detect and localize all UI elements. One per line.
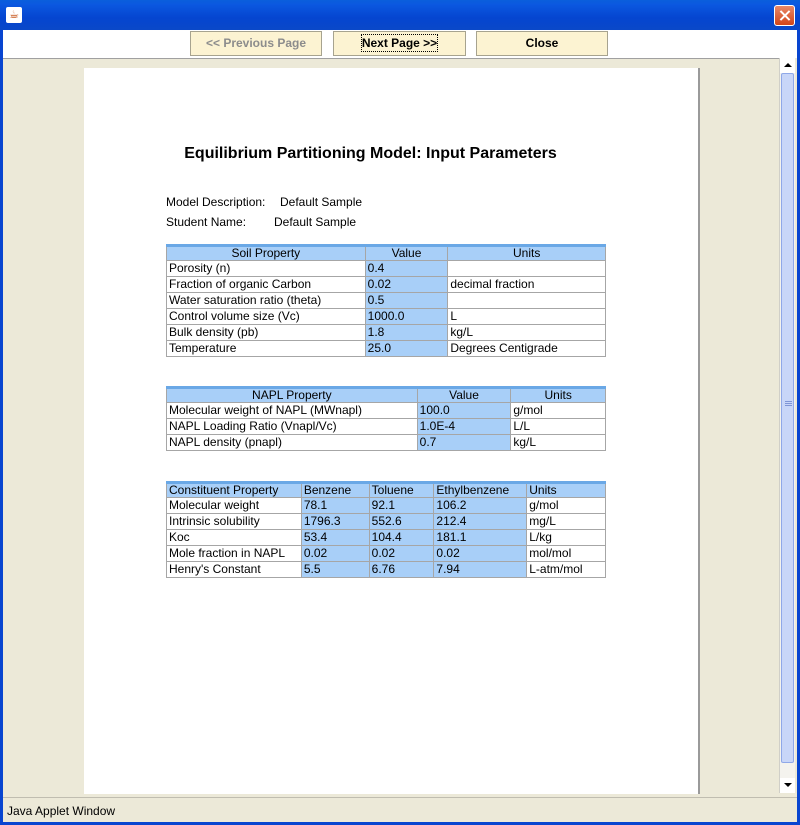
- column-header: Constituent Property: [167, 483, 302, 498]
- property-cell: Temperature: [167, 341, 366, 357]
- property-cell: Control volume size (Vc): [167, 309, 366, 325]
- student-name-label: Student Name:: [166, 215, 247, 229]
- column-header: Soil Property: [167, 246, 366, 261]
- units-cell: g/mol: [527, 498, 606, 514]
- table-row: [167, 562, 606, 578]
- column-header: Units: [448, 246, 606, 261]
- constituent-property-table: [166, 481, 606, 578]
- table-row: [167, 325, 606, 341]
- value-cell: 5.5: [301, 562, 369, 578]
- property-cell: Porosity (n): [167, 261, 366, 277]
- model-description-label: Model Description:: [166, 195, 266, 209]
- units-cell: g/mol: [511, 403, 606, 419]
- units-cell: L-atm/mol: [527, 562, 606, 578]
- units-cell: [448, 261, 606, 277]
- title-bar: [0, 0, 800, 30]
- column-header: Toluene: [369, 483, 434, 498]
- value-cell: 0.5: [365, 293, 448, 309]
- value-cell: 0.4: [365, 261, 448, 277]
- column-header: Units: [511, 388, 606, 403]
- value-cell: 78.1: [301, 498, 369, 514]
- units-cell: L/L: [511, 419, 606, 435]
- status-text: Java Applet Window: [7, 804, 116, 818]
- property-cell: Koc: [167, 530, 302, 546]
- report-page: [84, 68, 700, 794]
- column-header: Units: [527, 483, 606, 498]
- value-cell: 104.4: [369, 530, 434, 546]
- column-header: Value: [417, 388, 511, 403]
- property-cell: Molecular weight of NAPL (MWnapl): [167, 403, 418, 419]
- units-cell: L/kg: [527, 530, 606, 546]
- grip-icon: [785, 401, 792, 407]
- value-cell: 0.7: [417, 435, 511, 451]
- column-header: NAPL Property: [167, 388, 418, 403]
- value-cell: 25.0: [365, 341, 448, 357]
- vertical-scrollbar[interactable]: [779, 58, 795, 793]
- value-cell: 53.4: [301, 530, 369, 546]
- column-header: Benzene: [301, 483, 369, 498]
- value-cell: 552.6: [369, 514, 434, 530]
- next-page-label: Next Page >>: [361, 36, 438, 50]
- previous-page-button[interactable]: << Previous Page: [190, 31, 322, 56]
- page-title: Equilibrium Partitioning Model: Input Parameters: [184, 145, 557, 162]
- value-cell: 0.02: [301, 546, 369, 562]
- table-row: [167, 403, 606, 419]
- model-description-value: Default Sample: [280, 195, 363, 209]
- table-row: [167, 277, 606, 293]
- property-cell: Intrinsic solubility: [167, 514, 302, 530]
- table-row: [167, 261, 606, 277]
- units-cell: kg/L: [448, 325, 606, 341]
- value-cell: 1.8: [365, 325, 448, 341]
- table-row: [167, 530, 606, 546]
- value-cell: 6.76: [369, 562, 434, 578]
- property-cell: NAPL Loading Ratio (Vnapl/Vc): [167, 419, 418, 435]
- navigation-toolbar: [3, 30, 797, 58]
- model-description-row: [166, 195, 362, 209]
- table-row: [167, 309, 606, 325]
- value-cell: 1796.3: [301, 514, 369, 530]
- units-cell: mol/mol: [527, 546, 606, 562]
- value-cell: 1.0E-4: [417, 419, 511, 435]
- value-cell: 212.4: [434, 514, 527, 530]
- soil-property-table: [166, 244, 606, 357]
- value-cell: 106.2: [434, 498, 527, 514]
- property-cell: Henry's Constant: [167, 562, 302, 578]
- property-cell: NAPL density (pnapl): [167, 435, 418, 451]
- column-header: Value: [365, 246, 448, 261]
- value-cell: 0.02: [369, 546, 434, 562]
- table-header-row: [167, 246, 606, 261]
- value-cell: 0.02: [434, 546, 527, 562]
- table-row: [167, 341, 606, 357]
- units-cell: L: [448, 309, 606, 325]
- property-cell: Mole fraction in NAPL: [167, 546, 302, 562]
- table-row: [167, 514, 606, 530]
- property-cell: Bulk density (pb): [167, 325, 366, 341]
- status-bar: [3, 797, 797, 822]
- scrollbar-thumb[interactable]: [781, 73, 794, 763]
- value-cell: 1000.0: [365, 309, 448, 325]
- scroll-up-arrow-icon[interactable]: [780, 58, 795, 73]
- java-cup-icon: ☕: [6, 7, 22, 23]
- value-cell: 92.1: [369, 498, 434, 514]
- value-cell: 181.1: [434, 530, 527, 546]
- units-cell: [448, 293, 606, 309]
- close-button[interactable]: Close: [476, 31, 608, 56]
- table-row: [167, 293, 606, 309]
- window-close-button[interactable]: [774, 5, 795, 26]
- property-cell: Molecular weight: [167, 498, 302, 514]
- units-cell: mg/L: [527, 514, 606, 530]
- scroll-down-arrow-icon[interactable]: [780, 778, 795, 793]
- value-cell: 100.0: [417, 403, 511, 419]
- property-cell: Water saturation ratio (theta): [167, 293, 366, 309]
- table-row: [167, 419, 606, 435]
- table-header-row: [167, 483, 606, 498]
- table-row: [167, 435, 606, 451]
- value-cell: 0.02: [365, 277, 448, 293]
- property-cell: Fraction of organic Carbon: [167, 277, 366, 293]
- units-cell: Degrees Centigrade: [448, 341, 606, 357]
- column-header: Ethylbenzene: [434, 483, 527, 498]
- student-name-value: Default Sample: [274, 215, 357, 229]
- units-cell: decimal fraction: [448, 277, 606, 293]
- units-cell: kg/L: [511, 435, 606, 451]
- scroll-content-area: [3, 58, 779, 794]
- value-cell: 7.94: [434, 562, 527, 578]
- next-page-button[interactable]: [333, 31, 466, 56]
- table-row: [167, 498, 606, 514]
- table-row: [167, 546, 606, 562]
- student-name-row: [166, 215, 356, 229]
- table-header-row: [167, 388, 606, 403]
- napl-property-table: [166, 386, 606, 451]
